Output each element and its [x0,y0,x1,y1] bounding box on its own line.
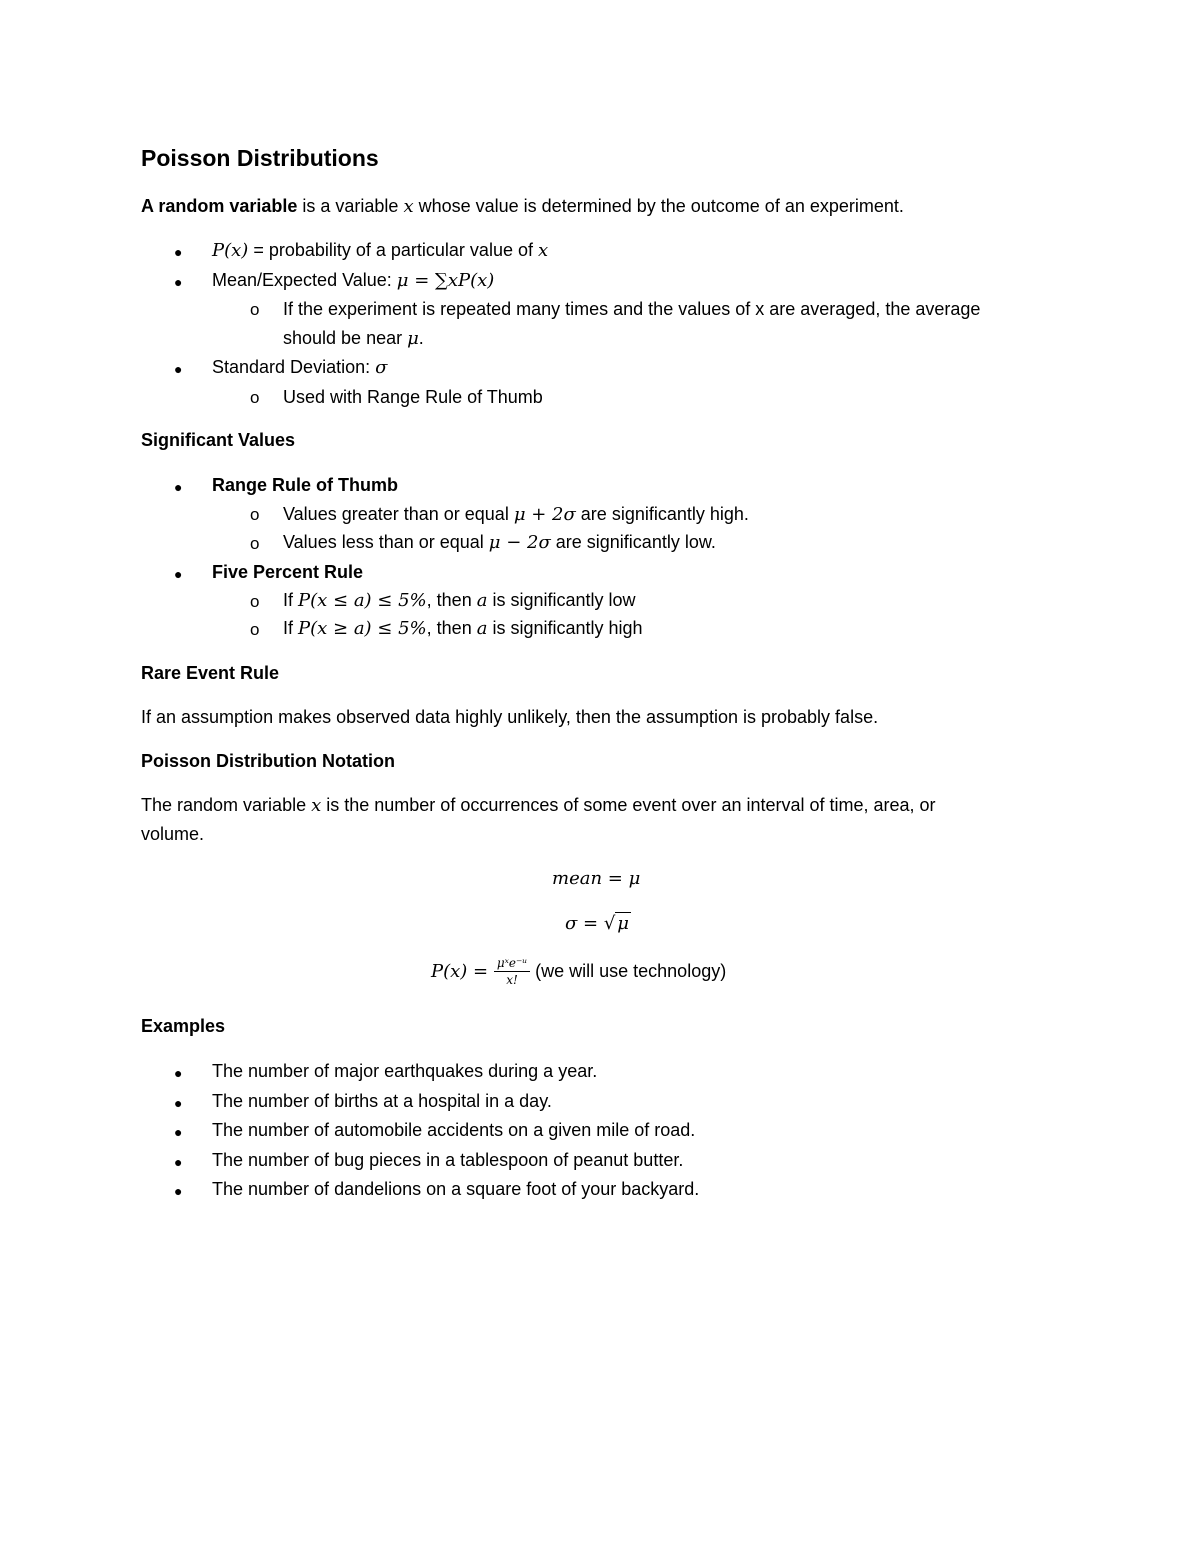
sigma-root: μ [617,913,629,934]
poisson-lhs: P(x) = [431,961,494,982]
circle-bullet-icon: o [250,592,260,611]
notation-heading: Poisson Distribution Notation [141,751,395,771]
fp-low-var: a [476,590,488,611]
fp-high-formula: P(x ≥ a) ≤ 5% [298,618,427,639]
notation-line1 [141,795,936,816]
circle-bullet-icon: o [250,300,260,319]
fp-high-var: a [476,618,488,639]
mean-sub-text: should be near [283,328,408,348]
sigma-lhs: σ = [565,913,604,934]
examples-heading: Examples [141,1016,226,1036]
example-item: The number of automobile accidents on a given mile of road. [212,1120,696,1140]
range-low-formula: μ − 2σ [488,532,551,553]
mean-sub-end: . [418,328,424,348]
poisson-denominator: x! [506,973,518,987]
mean-sub-line1: If the experiment is repeated many times and the values of x are averaged, the average [283,299,981,319]
example-item: The number of bug pieces in a tablespoon of peanut butter. [212,1150,684,1170]
bullet-icon: ● [174,1124,183,1140]
notation-line1-var: x [311,795,322,816]
range-high-a: Values greater than or equal [283,504,514,524]
bullet-icon: ● [174,1095,183,1111]
bullet-icon: ● [174,479,183,495]
intro-text-a: is a variable [297,196,404,216]
bullet-icon: ● [174,1183,183,1199]
bullet-icon: ● [174,1065,183,1081]
circle-bullet-icon: o [250,388,260,407]
px-text: = probability of a particular value of [248,240,538,260]
fp-low-b: , then [426,590,477,610]
poisson-note: (we will use technology) [530,961,727,981]
fp-high-c: is significantly high [487,618,643,638]
mean-formula: μ = ∑xP(x) [396,270,495,291]
bullet-icon: ● [174,1154,183,1170]
fp-low-c: is significantly low [487,590,636,610]
fp-low-a: If [283,590,299,610]
range-high-b: are significantly high. [575,504,749,524]
sqrt-icon: √ [603,913,616,934]
intro-lead: A random variable [141,196,298,216]
equation-poisson [431,955,726,988]
bullet-icon: ● [174,566,183,582]
rare-heading: Rare Event Rule [141,663,280,683]
rare-text: If an assumption makes observed data highly unlikely, then the assumption is probably false. [141,707,879,727]
px-symbol: P(x) [212,240,249,261]
sd-symbol: σ [375,357,388,378]
px-var: x [537,240,549,261]
equation-mean: mean = μ [552,868,641,889]
range-low [283,532,716,553]
mean-sub-mu: μ [407,328,419,349]
range-high [283,504,749,525]
five-percent-low [283,590,636,611]
significant-heading: Significant Values [141,430,296,450]
bullet-icon: ● [174,244,183,260]
notation-line1-b: is the number of occurrences of some event over an interval of time, area, or [321,795,936,815]
bullet-icon: ● [174,274,183,290]
circle-bullet-icon: o [250,620,260,639]
example-item: The number of dandelions on a square foot of your backyard. [212,1179,700,1199]
fp-low-formula: P(x ≤ a) ≤ 5% [298,590,427,611]
five-percent-label: Five Percent Rule [212,562,364,582]
mean-sub-line2 [283,328,424,349]
poisson-fraction [494,955,530,988]
notation-line2: volume. [141,824,205,844]
intro-text-b: whose value is determined by the outcome of an experiment. [413,196,904,216]
sd-label: Standard Deviation: [212,357,376,377]
bullet-sd [212,357,387,378]
equation-sigma [565,913,631,934]
example-item: The number of births at a hospital in a day. [212,1091,552,1111]
fp-high-b: , then [426,618,477,638]
range-rule-label: Range Rule of Thumb [212,475,398,495]
five-percent-high [283,618,643,639]
sd-sub: Used with Range Rule of Thumb [283,387,543,407]
poisson-numerator: μˣe⁻ᵘ [494,955,530,972]
fp-high-a: If [283,618,299,638]
page-title: Poisson Distributions [141,145,379,171]
bullet-mean [212,270,494,291]
circle-bullet-icon: o [250,534,260,553]
bullet-px [212,240,548,261]
intro-paragraph [141,196,904,217]
circle-bullet-icon: o [250,505,260,524]
bullet-icon: ● [174,361,183,377]
mean-label: Mean/Expected Value: [212,270,397,290]
range-low-b: are significantly low. [550,532,716,552]
range-low-a: Values less than or equal [283,532,489,552]
intro-var: x [403,196,414,217]
notation-line1-a: The random variable [141,795,312,815]
range-high-formula: μ + 2σ [513,504,576,525]
example-item: The number of major earthquakes during a year. [212,1061,598,1081]
